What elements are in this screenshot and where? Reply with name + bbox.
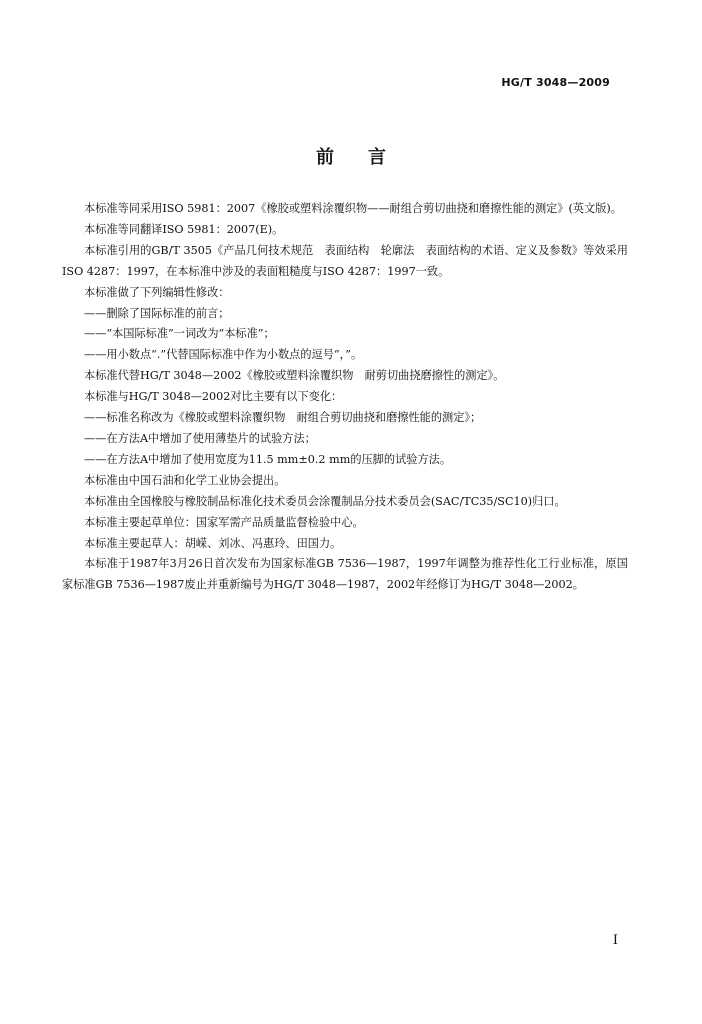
list-item-change-3: ——在方法A中增加了使用宽度为11.5 mm±0.2 mm的压脚的试验方法。 [84, 452, 452, 466]
paragraph-drafting-unit: 本标准主要起草单位：国家军需产品质量监督检验中心。 [84, 515, 364, 529]
list-item-editorial-3: ——用小数点“.”代替国际标准中作为小数点的逗号“，”。 [84, 348, 363, 362]
paragraph-history: 本标准于1987年3月26日首次发布为国家标准GB 7536—1987，1997年调整为推荐性化工行业标准，原国家标准GB 7536—1987废止并重新编号为HG/T 3048—1987，2002年经修订为HG/T 3048—2002。 [62, 557, 628, 592]
paragraph-reference: 本标准引用的GB/T 3505《产品几何技术规范 表面结构 轮廓法 表面结构的术语、定义及参数》等效采用ISO 4287：1997，在本标准中涉及的表面粗糙度与ISO 4287：1997一致。 [62, 243, 628, 278]
paragraph-changes-intro: 本标准与HG/T 3048—2002对比主要有以下变化： [84, 390, 343, 404]
page-title: 前言 [316, 147, 420, 168]
paragraph-proposed-by: 本标准由中国石油和化学工业协会提出。 [84, 473, 286, 487]
doc-code-header: HG/T 3048—2009 [501, 76, 610, 89]
paragraph-adoption: 本标准等同采用ISO 5981：2007《橡胶或塑料涂覆织物——耐组合剪切曲挠和磨擦性能的测定》(英文版)。 [84, 202, 622, 215]
paragraph-drafters: 本标准主要起草人：胡嵘、刘冰、冯惠玲、田国力。 [84, 536, 342, 550]
list-item-editorial-2: ——“本国际标准”一词改为“本标准”； [84, 327, 275, 341]
paragraph-editorial-intro: 本标准做了下列编辑性修改： [84, 285, 230, 299]
foreword-body [62, 199, 628, 596]
page-number: I [612, 933, 618, 948]
paragraph-translation: 本标准等同翻译ISO 5981：2007(E)。 [84, 222, 284, 236]
list-item-change-2: ——在方法A中增加了使用薄垫片的试验方法； [84, 431, 316, 445]
list-item-change-1: ——标准名称改为《橡胶或塑料涂覆织物 耐组合剪切曲挠和磨擦性能的测定》； [84, 411, 482, 425]
paragraph-replaces: 本标准代替HG/T 3048—2002《橡胶或塑料涂覆织物 耐剪切曲挠磨擦性的测定》。 [84, 369, 505, 383]
paragraph-administered-by: 本标准由全国橡胶与橡胶制品标准化技术委员会涂覆制品分技术委员会(SAC/TC35/SC10)归口。 [84, 494, 566, 508]
list-item-editorial-1: ——删除了国际标准的前言； [84, 306, 230, 320]
